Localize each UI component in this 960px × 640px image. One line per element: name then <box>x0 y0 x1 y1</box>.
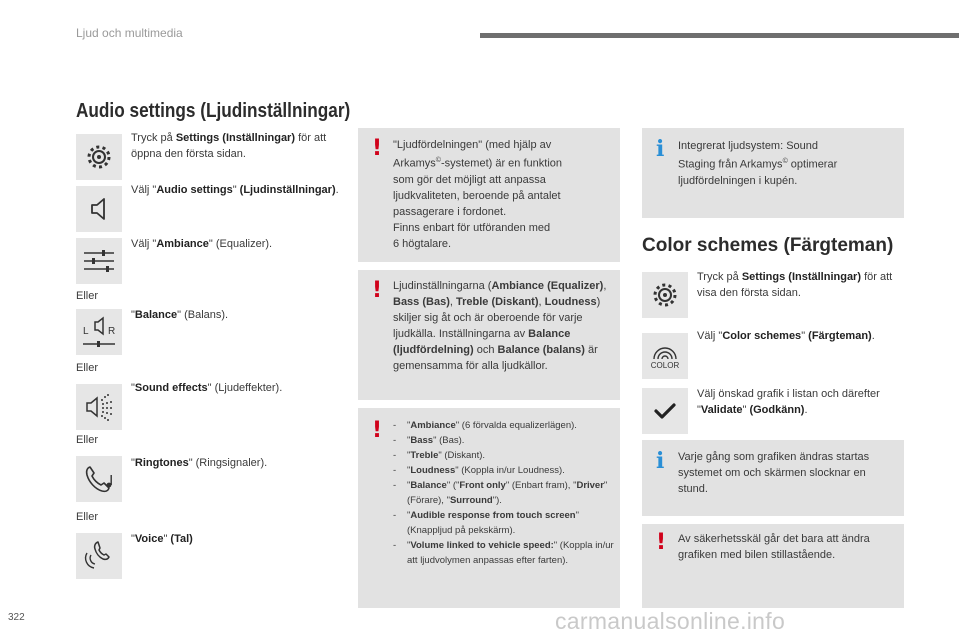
balance-left-letter: L <box>83 326 89 337</box>
balance-icon <box>76 309 122 355</box>
warning-text-distribution: "Ljudfördelningen" (med hjälp av Arkamys©-systemet) är en funktion som gör det möjligt att anpassa ljudkvaliteten, beroende på antalet passagerare i fordonet. Finns enbart för utföranden med 6 högtalare. <box>393 139 563 250</box>
or-label: Eller <box>76 362 99 374</box>
section-heading-color: Color schemes (Färgteman) <box>642 235 894 256</box>
settings-gear-icon <box>76 134 122 180</box>
info-icon: i <box>656 448 665 474</box>
list-item: - "Bass" (Bas). <box>393 435 465 446</box>
list-item: - "Audible response from touch screen" (Knappljud på pekskärm). <box>393 510 579 536</box>
equalizer-icon <box>76 238 122 284</box>
step-color-schemes: Välj "Color schemes" (Färgteman). <box>697 330 875 342</box>
step-voice: "Voice" (Tal) <box>131 533 193 545</box>
step-validate: Välj önskad grafik i listan och därefter "Validate" (Godkänn). <box>697 388 880 416</box>
step-settings: Tryck på Settings (Inställningar) för att öppna den första sidan. <box>131 132 327 160</box>
watermark: carmanualsonline.info <box>555 608 786 634</box>
settings-list <box>393 418 617 568</box>
warning-icon: ! <box>372 418 383 443</box>
sound-effects-icon <box>76 384 122 430</box>
speaker-icon <box>76 186 122 232</box>
warning-text-safety: Av säkerhetsskäl går det bara att ändra grafiken med bilen stillastående. <box>678 533 870 561</box>
warning-icon: ! <box>372 278 383 303</box>
or-label: Eller <box>76 434 99 446</box>
color-icon-label: COLOR <box>650 360 680 370</box>
info-text-arkamys: Integrerat ljudsystem: Sound Staging från Arkamys© optimerar ljudfördelningen i kupén. <box>678 140 838 187</box>
balance-right-letter: R <box>108 326 116 337</box>
info-icon: i <box>656 136 665 162</box>
step-balance: "Balance" (Balans). <box>131 309 229 321</box>
warning-text-settings: Ljudinställningarna (Ambiance (Equalizer), Bass (Bas), Treble (Diskant), Loudness) skiljer sig åt och är oberoende för varje ljudkälla. Inställningarna av Balance (ljudfördelning) och Balance (balans) är gemensamma för alla ljudkällor. <box>393 280 607 372</box>
section-heading-audio: Audio settings (Ljudinställningar) <box>76 100 351 122</box>
or-label: Eller <box>76 511 99 523</box>
step-sound-effects: "Sound effects" (Ljudeffekter). <box>131 382 283 394</box>
info-text-restart: Varje gång som grafiken ändras startas systemet om och skärmen slocknar en stund. <box>678 451 870 495</box>
step-ringtones: "Ringtones" (Ringsignaler). <box>131 457 268 469</box>
step-color-settings: Tryck på Settings (Inställningar) för att visa den första sidan. <box>697 271 893 299</box>
checkmark-icon <box>642 388 688 434</box>
ringtone-phone-icon <box>76 456 122 502</box>
list-item: - "Treble" (Diskant). <box>393 450 486 461</box>
list-item: - "Ambiance" (6 förvalda equalizerlägen). <box>393 420 577 431</box>
list-item: - "Loudness" (Koppla in/ur Loudness). <box>393 465 565 476</box>
or-label: Eller <box>76 290 99 302</box>
chapter-title: Ljud och multimedia <box>76 26 183 40</box>
page-number: 322 <box>8 612 25 623</box>
warning-icon: ! <box>372 136 383 161</box>
warning-icon: ! <box>656 530 667 555</box>
settings-gear-icon <box>642 272 688 318</box>
voice-icon <box>76 533 122 579</box>
list-item: - "Volume linked to vehicle speed:" (Koppla in/ur att ljudvolymen anpassas efter farten). <box>393 540 614 566</box>
color-scheme-icon <box>642 333 688 379</box>
step-ambiance: Välj "Ambiance" (Equalizer). <box>131 238 273 250</box>
list-item: - "Balance" ("Front only" (Enbart fram), "Driver" (Förare), "Surround"). <box>393 480 608 506</box>
header-bar <box>480 33 959 38</box>
step-audio-settings: Välj "Audio settings" (Ljudinställningar). <box>131 184 339 196</box>
